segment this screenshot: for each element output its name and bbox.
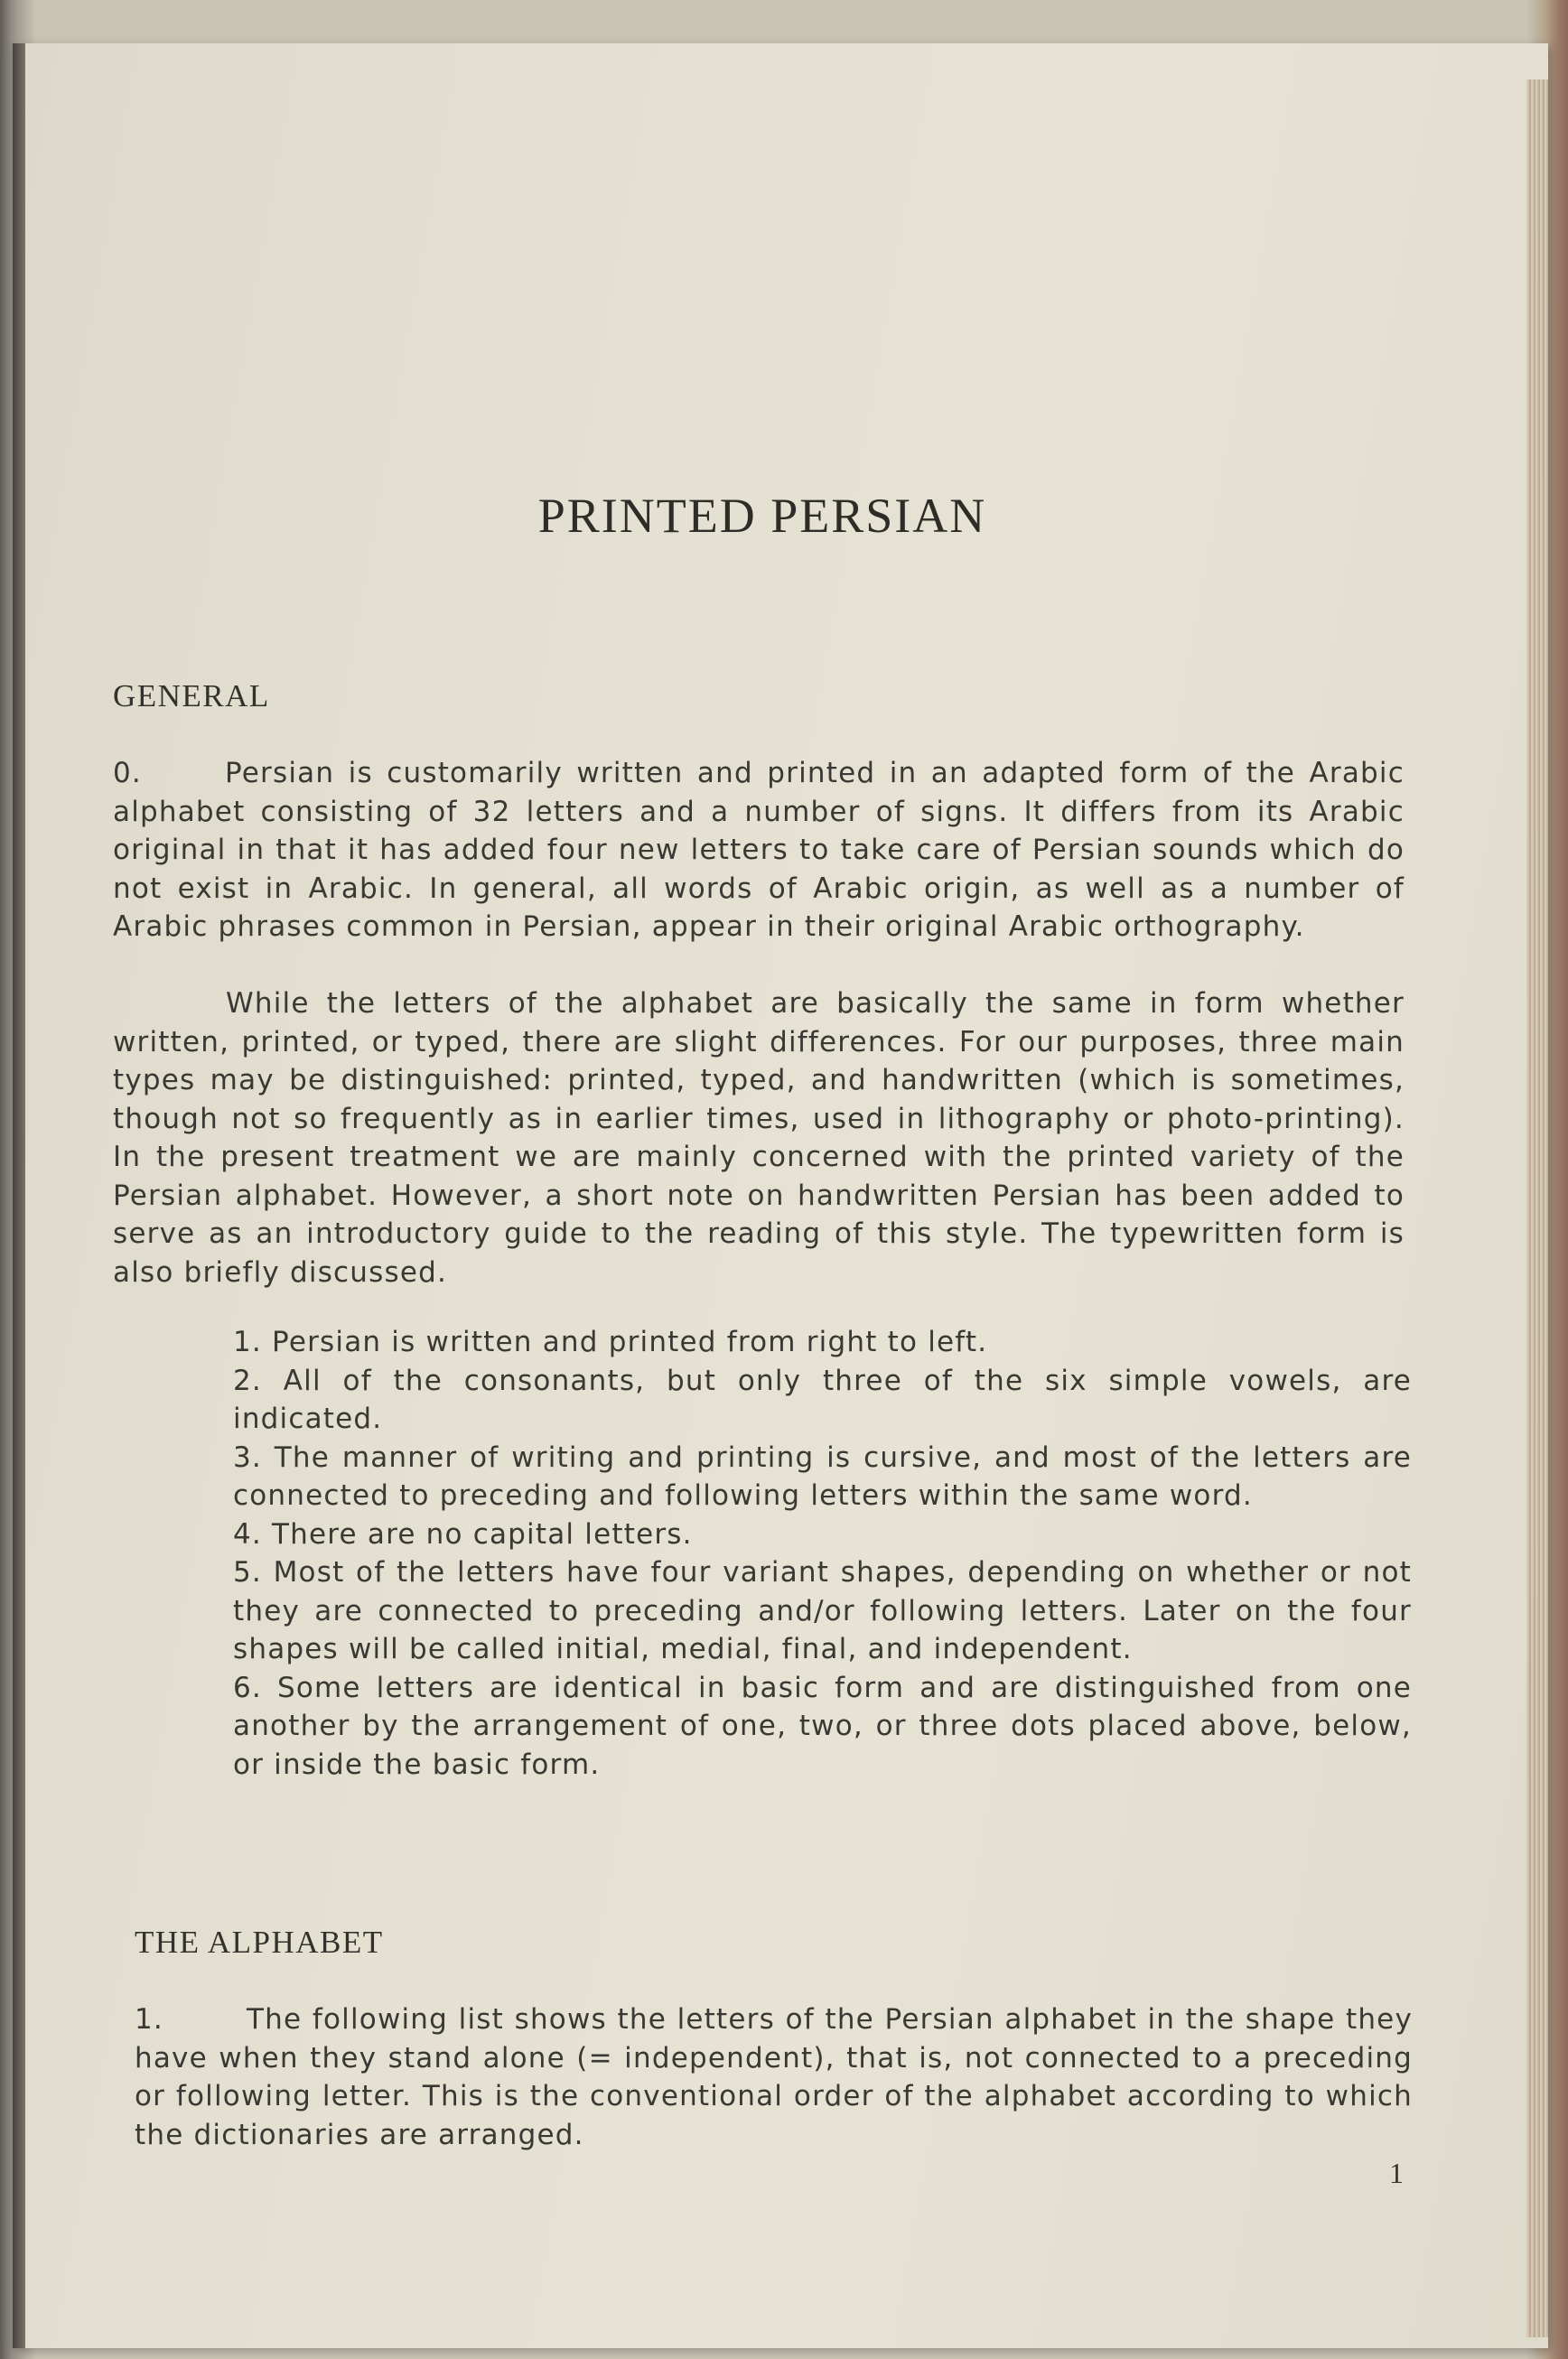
alphabet-paragraph-1-text: The following list shows the letters of the Persian alphabet in the shape they have when they stand alone (= independent), that is, not connected to a preceding or following letter. This is the conventional order of the alphabet according to which the dictionaries are arranged. bbox=[135, 2003, 1413, 2151]
section-heading-general: GENERAL bbox=[113, 678, 270, 713]
alphabet-paragraph-1 bbox=[135, 2000, 1413, 2154]
list-item: 4. There are no capital letters. bbox=[233, 1517, 693, 1551]
list-item: 3. The manner of writing and printing is cursive, and most of the letters are connected to preceding and following letters within the same word. bbox=[233, 1441, 1412, 1512]
page-number: 1 bbox=[1389, 2157, 1405, 2189]
paragraph-0 bbox=[113, 754, 1405, 946]
section-heading-alphabet: THE ALPHABET bbox=[135, 1925, 384, 1960]
page-edges bbox=[1526, 79, 1548, 2337]
paragraph-1: While the letters of the alphabet are basically the same in form whether written, printed, or typed, there are slight differences. For our purposes, three main types may be distinguished: printed, typed, and handwritten (which is sometimes, though not so frequently as in earlier times, used in lithography or photo-printing). In the present treatment we are mainly concerned with the printed variety of the Persian alphabet. However, a short note on handwritten Persian has been added to serve as an introductory guide to the reading of this style. The typewritten form is also briefly discussed. bbox=[113, 987, 1405, 1289]
page-title: PRINTED PERSIAN bbox=[537, 489, 987, 543]
features-list bbox=[233, 1323, 1412, 1784]
list-item: 1. Persian is written and printed from right to left. bbox=[233, 1326, 988, 1358]
list-item: 6. Some letters are identical in basic form and are distinguished from one another by the arrangement of one, two, or three dots placed above, below, or inside the basic form. bbox=[233, 1671, 1412, 1781]
book-binding bbox=[13, 43, 25, 2348]
list-item: 5. Most of the letters have four variant shapes, depending on whether or not they are connected to preceding and/or following letters. Later on the four shapes will be called initial, medial, final, and independent. bbox=[233, 1556, 1412, 1665]
list-item: 2. All of the consonants, but only three of the six simple vowels, are indicated. bbox=[233, 1364, 1412, 1435]
paragraph-number: 1. bbox=[135, 2003, 163, 2036]
paragraph-number: 0. bbox=[113, 757, 142, 789]
paragraph-0-text: Persian is customarily written and printed in an adapted form of the Arabic alphabet consisting of 32 letters and a number of signs. It differs from its Arabic original in that it has added four new letters to take care of Persian sounds which do not exist in Arabic. In general, all words of Arabic origin, as well as a number of Arabic phrases common in Persian, appear in their original Arabic orthography. bbox=[113, 757, 1405, 943]
